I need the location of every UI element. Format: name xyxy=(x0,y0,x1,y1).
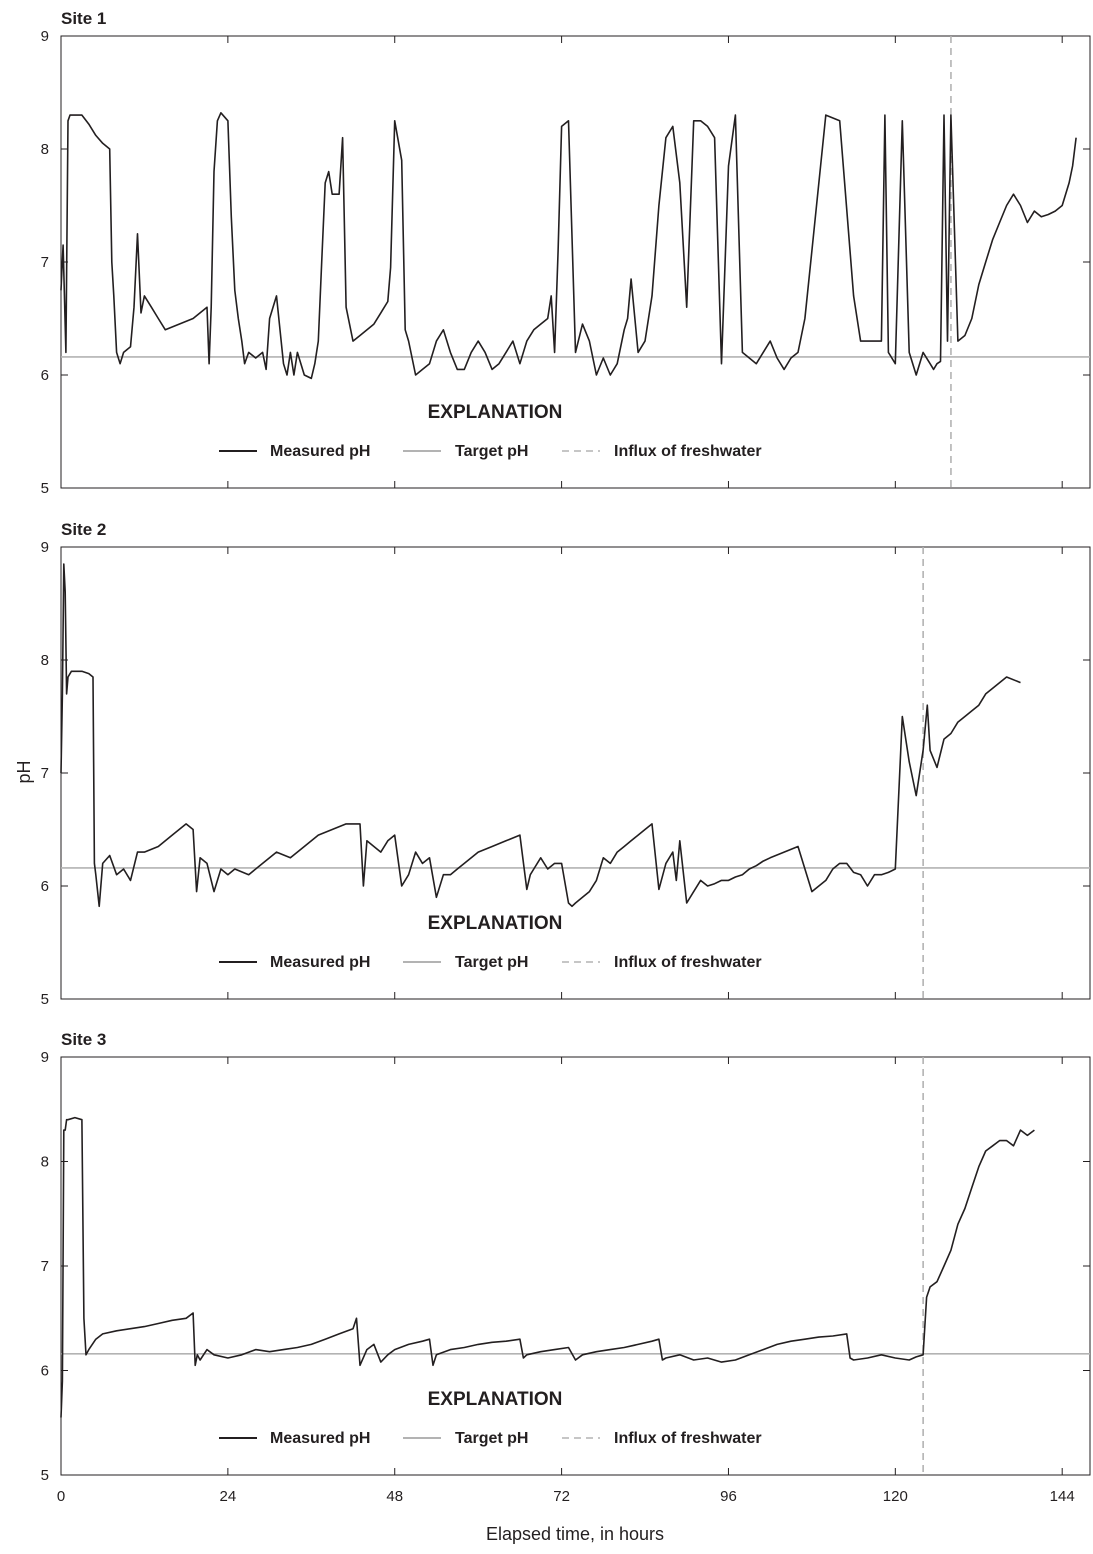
y-tick-label: 7 xyxy=(40,765,49,782)
y-tick-label: 8 xyxy=(40,1153,49,1171)
y-tick-label: 9 xyxy=(40,539,49,556)
y-tick-label: 6 xyxy=(40,878,49,895)
x-tick-label: 48 xyxy=(386,1488,404,1505)
y-tick-label: 5 xyxy=(40,480,49,497)
y-tick-label: 7 xyxy=(40,1258,49,1275)
y-tick-label: 9 xyxy=(40,1049,49,1066)
measured-ph-line xyxy=(61,1118,1034,1418)
x-tick-label: 24 xyxy=(219,1488,237,1505)
y-tick-label: 6 xyxy=(40,367,49,384)
legend-label: Measured pH xyxy=(270,954,371,971)
x-tick-label: 0 xyxy=(56,1488,66,1505)
x-axis-label: Elapsed time, in hours xyxy=(485,1524,665,1544)
measured-ph-line xyxy=(61,564,1021,906)
x-tick-label: 96 xyxy=(720,1488,737,1505)
panel-title: Site 3 xyxy=(61,1030,107,1049)
y-tick-label: 5 xyxy=(40,991,49,1008)
legend-title: EXPLANATION xyxy=(427,1389,563,1410)
y-axis-label: pH xyxy=(14,760,34,784)
legend-label: Measured pH xyxy=(270,1430,371,1447)
x-tick-label: 72 xyxy=(553,1488,570,1505)
plot-frame xyxy=(61,547,1090,999)
y-tick-label: 8 xyxy=(40,652,49,669)
y-tick-label: 6 xyxy=(40,1362,49,1380)
legend-label: Target pH xyxy=(455,443,529,460)
plot-frame xyxy=(61,1057,1090,1475)
legend-label: Influx of freshwater xyxy=(614,954,762,971)
legend-label: Influx of freshwater xyxy=(614,443,762,460)
x-tick-label: 144 xyxy=(1049,1488,1075,1505)
legend-label: Target pH xyxy=(455,1430,529,1447)
legend-title: EXPLANATION xyxy=(427,913,563,934)
y-tick-label: 7 xyxy=(40,254,49,271)
panel-title: Site 1 xyxy=(61,9,107,28)
legend-label: Influx of freshwater xyxy=(614,1430,762,1447)
measured-ph-line xyxy=(61,113,1076,379)
y-tick-label: 5 xyxy=(40,1467,49,1484)
panel-title: Site 2 xyxy=(61,520,107,539)
x-tick-label: 120 xyxy=(882,1488,908,1505)
legend-label: Target pH xyxy=(455,954,529,971)
legend-title: EXPLANATION xyxy=(427,402,563,423)
y-tick-label: 9 xyxy=(40,28,49,45)
legend-label: Measured pH xyxy=(270,443,371,460)
y-tick-label: 8 xyxy=(40,141,49,158)
plot-frame xyxy=(61,36,1090,488)
